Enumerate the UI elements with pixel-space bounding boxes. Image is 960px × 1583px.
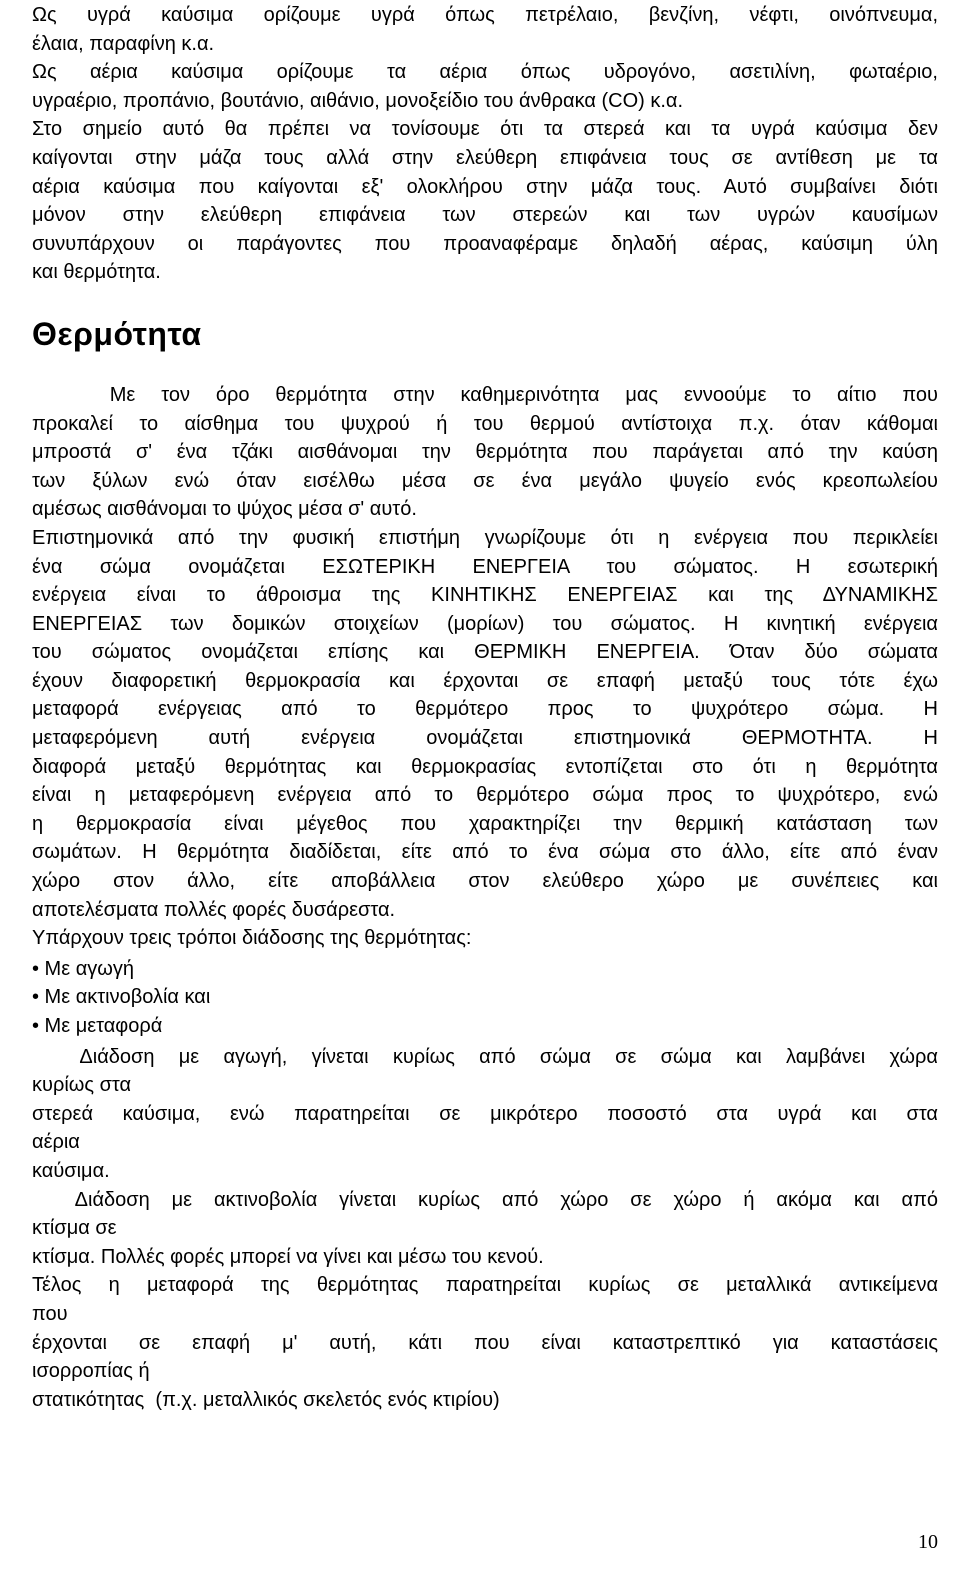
text-line: Με τον όρο θερμότητα στην καθημερινότητα μας εννοούμε το αίτιο που [32, 383, 938, 406]
text-line: προκαλεί το αίσθημα του ψυχρού ή του θερμού αντίστοιχα π.χ. όταν κάθομαι [32, 412, 938, 435]
paragraph-heat [32, 381, 938, 953]
list-item: • Με μεταφορά [32, 1015, 163, 1037]
text-line: υγραέριο, προπάνιο, βουτάνιο, αιθάνιο, μονοξείδιο του άνθρακα (CO) κ.α. [32, 89, 684, 112]
text-line: έλαια, παραφίνη κ.α. [32, 32, 215, 55]
text-line: σωμάτων. Η θερμότητα διαδίδεται, είτε από το ένα σώμα στο άλλο, είτε από έναν [32, 841, 938, 864]
text-line: είναι η μεταφερόμενη ενέργεια από το θερμότερο σώμα προς το ψυχρότερο, ενώ [32, 784, 938, 807]
text-line: αέρια [32, 1131, 80, 1154]
paragraph-fuels [32, 0, 938, 287]
text-line: ένα σώμα ονομάζεται ΕΣΩΤΕΡΙΚΗ ΕΝΕΡΓΕΙΑ του σώματος. Η εσωτερική [32, 555, 938, 578]
page-number: 10 [918, 1531, 938, 1553]
list-item: • Με ακτινοβολία και [32, 986, 211, 1009]
text-line: Διάδοση με ακτινοβολία γίνεται κυρίως από χώρο σε χώρο ή ακόμα και από [32, 1188, 938, 1211]
text-line: συνυπάρχουν οι παράγοντες που προαναφέραμε δηλαδή αέρας, καύσιμη ύλη [32, 232, 938, 255]
bullet-list [32, 955, 938, 1041]
text-line: του σώματος ονομάζεται επίσης και ΘΕΡΜΙΚΗ ΕΝΕΡΓΕΙΑ. Όταν δύο σώματα [32, 641, 938, 664]
text-line: Ως αέρια καύσιμα ορίζουμε τα αέρια όπως υδρογόνο, ασετιλίνη, φωταέριο, [32, 61, 938, 84]
text-line: Υπάρχουν τρεις τρόποι διάδοσης της θερμότητας: [32, 927, 472, 950]
text-line: Επιστημονικά από την φυσική επιστήμη γνωρίζουμε ότι η ενέργεια που περικλείει [32, 526, 938, 549]
text-line: ισορροπίας ή [32, 1360, 150, 1383]
text-line: αποτελέσματα πολλές φορές δυσάρεστα. [32, 898, 396, 921]
text-line: κυρίως στα [32, 1074, 132, 1097]
text-line: καύσιμα. [32, 1159, 110, 1182]
text-line: στατικότητας (π.χ. μεταλλικός σκελετός ενός κτιρίου) [32, 1388, 500, 1411]
text-line: καίγονται στην μάζα τους αλλά στην ελεύθερη επιφάνεια τους σε αντίθεση με τα [32, 146, 938, 169]
text-line: και θερμότητα. [32, 261, 161, 284]
text-line: κτίσμα σε [32, 1217, 117, 1240]
text-line: διαφορά μεταξύ θερμότητας και θερμοκρασίας εντοπίζεται στο ότι η θερμότητα [32, 755, 938, 778]
text-line: Διάδοση με αγωγή, γίνεται κυρίως από σώμα σε σώμα και λαμβάνει χώρα [32, 1045, 938, 1068]
text-line: που [32, 1302, 68, 1325]
text-line: Στο σημείο αυτό θα πρέπει να τονίσουμε ότι τα στερεά και τα υγρά καύσιμα δεν [32, 118, 938, 141]
document-page [32, 0, 938, 1414]
text-line: κτίσμα. Πολλές φορές μπορεί να γίνει και μέσω του κενού. [32, 1245, 544, 1268]
text-line: Τέλος η μεταφορά της θερμότητας παρατηρείται κυρίως σε μεταλλικά αντικείμενα [32, 1274, 938, 1297]
text-line: ενέργεια είναι το άθροισμα της ΚΙΝΗΤΙΚΗΣ ΕΝΕΡΓΕΙΑΣ και της ΔΥΝΑΜΙΚΗΣ [32, 584, 938, 607]
text-line: μόνον στην ελεύθερη επιφάνεια των στερεών και των υγρών καυσίμων [32, 204, 938, 227]
text-line: η θερμοκρασία είναι μέγεθος που χαρακτηρίζει την θερμική κατάσταση των [32, 812, 938, 835]
text-line: έρχονται σε επαφή μ' αυτή, κάτι που είναι καταστρεπτικό για καταστάσεις [32, 1331, 938, 1354]
section-heading: Θερμότητα [32, 315, 202, 352]
text-line: αέρια καύσιμα που καίγονται εξ' ολοκλήρου στην μάζα τους. Αυτό συμβαίνει διότι [32, 175, 938, 198]
text-line: ΕΝΕΡΓΕΙΑΣ των δομικών στοιχείων (μορίων) του σώματος. Η κινητική ενέργεια [32, 612, 938, 635]
text-line: Ως υγρά καύσιμα ορίζουμε υγρά όπως πετρέλαιο, βενζίνη, νέφτι, οινόπνευμα, [32, 4, 938, 26]
text-line: μεταφερόμενη αυτή ενέργεια ονομάζεται επιστημονικά ΘΕΡΜΟΤΗΤΑ. Η [32, 727, 938, 750]
text-line: μπροστά σ' ένα τζάκι αισθάνομαι την θερμότητα που παράγεται από την καύση [32, 441, 938, 464]
paragraph-propagation [32, 1043, 938, 1415]
text-line: χώρο στον άλλο, είτε αποβάλλεια στον ελεύθερο χώρο με συνέπειες και [32, 870, 938, 893]
list-item: • Με αγωγή [32, 957, 134, 980]
text-line: στερεά καύσιμα, ενώ παρατηρείται σε μικρότερο ποσοστό στα υγρά και στα [32, 1102, 938, 1125]
text-line: αμέσως αισθάνομαι το ψύχος μέσα σ' αυτό. [32, 498, 417, 521]
text-line: των ξύλων ενώ όταν εισέλθω μέσα σε ένα μεγάλο ψυγείο ενός κρεοπωλείου [32, 469, 938, 492]
text-line: έχουν διαφορετική θερμοκρασία και έρχονται σε επαφή μεταξύ τους τότε έχω [32, 669, 938, 692]
text-line: μεταφορά ενέργειας από το θερμότερο προς το ψυχρότερο σώμα. Η [32, 698, 938, 721]
